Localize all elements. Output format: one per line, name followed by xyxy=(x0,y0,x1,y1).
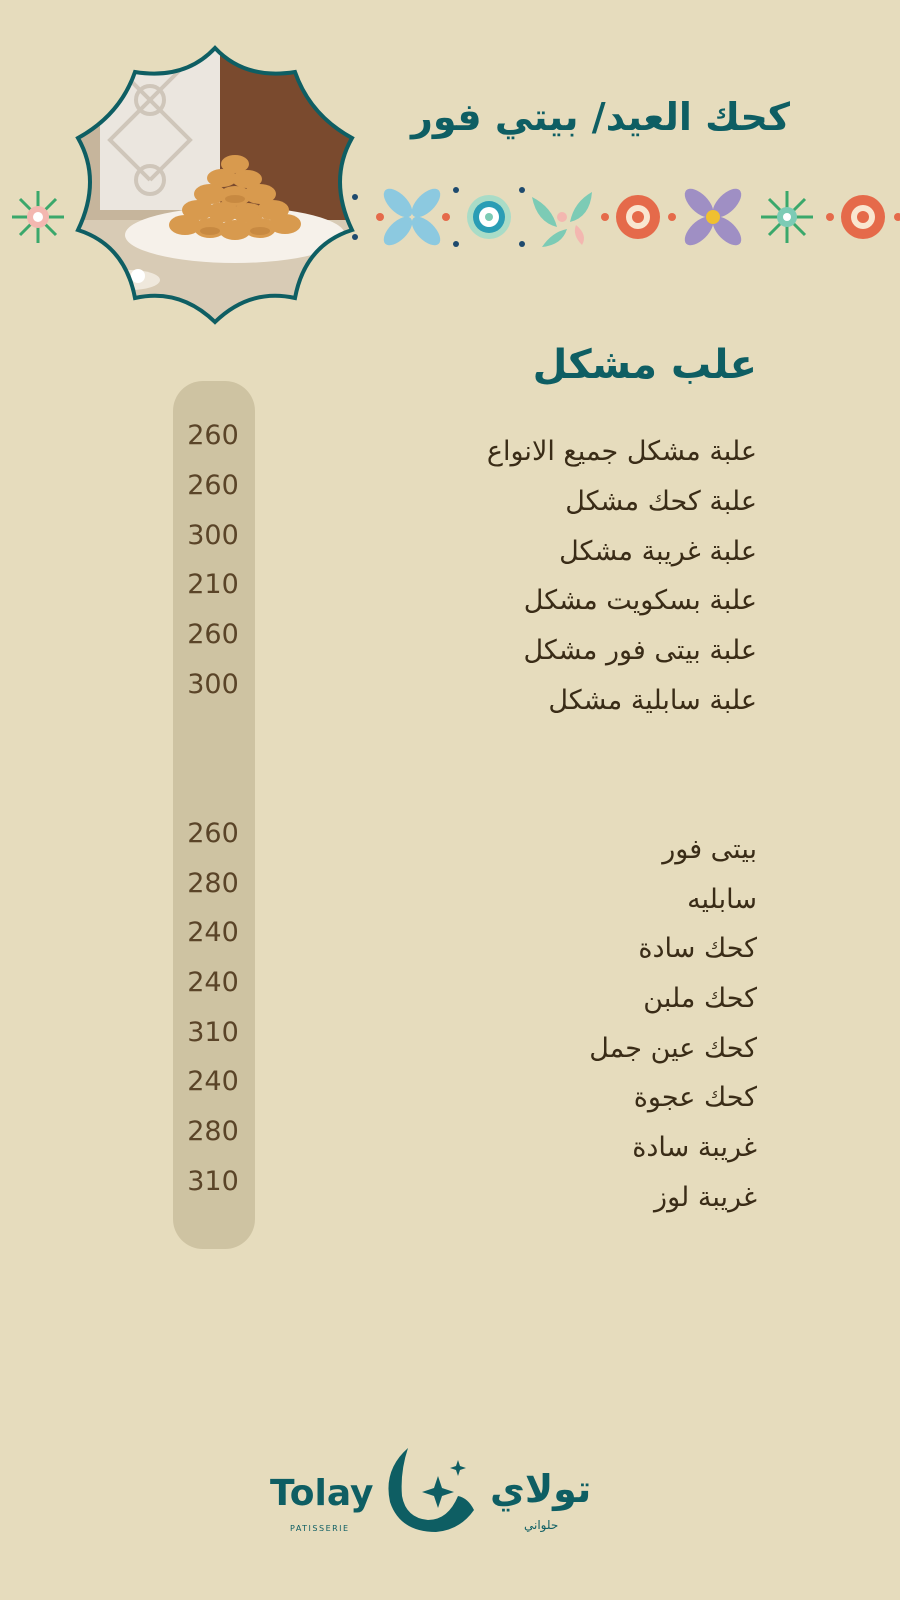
menu-item-price: 240 xyxy=(187,917,239,948)
menu-item-name: بيتى فور xyxy=(662,834,757,865)
menu-item xyxy=(170,420,757,472)
green-star-ornament-right xyxy=(761,191,813,243)
menu-item-name: علبة مشكل جميع الانواع xyxy=(486,436,757,467)
logo-subtitle-en: PATISSERIE xyxy=(290,1524,350,1533)
menu-item-name: علبة بيتى فور مشكل xyxy=(523,635,757,666)
menu-item-name: كحك ملبن xyxy=(643,983,757,1014)
menu-item-price: 260 xyxy=(187,619,239,650)
menu-item xyxy=(170,967,757,1019)
blue-petal-ornament xyxy=(379,184,445,250)
menu-item-name: كحك عين جمل xyxy=(589,1033,757,1064)
menu-item-price: 210 xyxy=(187,569,239,600)
menu-item xyxy=(170,917,757,969)
menu-item-price: 260 xyxy=(187,470,239,501)
green-star-ornament xyxy=(12,191,64,243)
menu-item-name: علبة سابلية مشكل xyxy=(548,685,757,716)
menu-item xyxy=(170,619,757,671)
menu-item-price: 310 xyxy=(187,1166,239,1197)
menu-item-name: كحك عجوة xyxy=(633,1082,757,1113)
logo-subtitle-ar: حلواني xyxy=(524,1518,559,1532)
menu-item xyxy=(170,1066,757,1118)
menu-item-name: غريبة سادة xyxy=(632,1132,757,1163)
menu-item xyxy=(170,1116,757,1168)
logo-name-ar: تولاي xyxy=(490,1467,592,1511)
brand-logo xyxy=(260,1440,640,1550)
menu-item-price: 260 xyxy=(187,818,239,849)
orange-ring-ornament-right xyxy=(841,195,885,239)
logo-name-en: Tolay xyxy=(270,1473,374,1514)
menu-item-price: 300 xyxy=(187,669,239,700)
menu-item-price: 280 xyxy=(187,1116,239,1147)
menu-item xyxy=(170,669,757,721)
menu-item-name: علبة بسكويت مشكل xyxy=(523,585,757,616)
orange-ring-ornament xyxy=(616,195,660,239)
menu-item-name: علبة غريبة مشكل xyxy=(559,536,757,567)
menu-item xyxy=(170,569,757,621)
cookie-plate-image xyxy=(70,40,360,330)
menu-item xyxy=(170,818,757,870)
menu-item-price: 260 xyxy=(187,420,239,451)
lavender-petal-ornament xyxy=(680,184,746,250)
menu-item xyxy=(170,520,757,572)
menu-item-name: غريبة لوز xyxy=(654,1182,757,1213)
menu-item-price: 280 xyxy=(187,868,239,899)
menu-item xyxy=(170,868,757,920)
menu-item-price: 240 xyxy=(187,967,239,998)
mint-leaf-ornament xyxy=(532,192,592,247)
menu-item xyxy=(170,470,757,522)
section-title-mixed-boxes: علب مشكل xyxy=(532,342,757,388)
menu-item-price: 310 xyxy=(187,1017,239,1048)
menu-item-price: 300 xyxy=(187,520,239,551)
menu-header-title: كحك العيد/ بيتي فور xyxy=(411,95,790,139)
menu-item xyxy=(170,1166,757,1218)
menu-item-name: سابليه xyxy=(687,884,757,915)
menu-item-price: 240 xyxy=(187,1066,239,1097)
menu-item-name: علبة كحك مشكل xyxy=(565,486,757,517)
crescent-star-icon xyxy=(378,1440,488,1540)
menu-item-name: كحك سادة xyxy=(638,933,757,964)
menu-item xyxy=(170,1017,757,1069)
teal-circle-ornament xyxy=(467,195,511,239)
